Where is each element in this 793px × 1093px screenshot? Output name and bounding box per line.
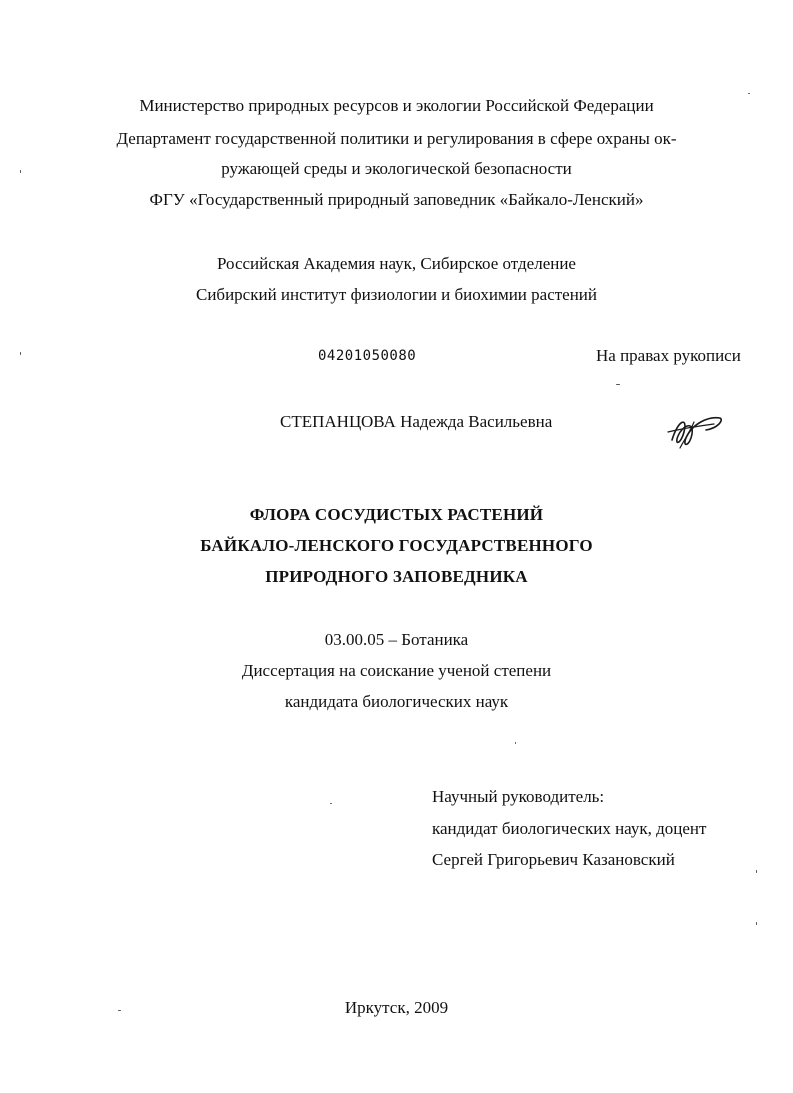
author-name: СТЕПАНЦОВА Надежда Васильевна — [280, 412, 553, 431]
scan-speck — [20, 170, 21, 173]
scan-speck — [515, 742, 516, 744]
supervisor-label: Научный руководитель: — [432, 787, 605, 806]
scan-speck — [20, 352, 21, 355]
scan-speck — [748, 93, 750, 94]
registration-number: 04201050080 — [318, 348, 417, 364]
degree-line-1: Диссертация на соискание ученой степени — [241, 661, 552, 680]
academy-line-2: Сибирский институт физиологии и биохимии растений — [195, 285, 598, 304]
degree-line-2: кандидата биологических наук — [284, 692, 509, 711]
scan-speck — [756, 922, 757, 925]
department-line-2: ружающей среды и экологической безопасности — [221, 159, 572, 178]
ministry-line: Министерство природных ресурсов и экологии Российской Федерации — [139, 96, 654, 115]
scan-speck — [330, 803, 332, 804]
academy-line-1: Российская Академия наук, Сибирское отделение — [217, 254, 576, 273]
signature-image — [664, 410, 726, 452]
title-line-1: ФЛОРА СОСУДИСТЫХ РАСТЕНИЙ — [249, 505, 544, 524]
department-line-1: Департамент государственной политики и регулирования в сфере охраны ок- — [116, 129, 677, 148]
scan-speck — [756, 870, 757, 873]
manuscript-rights: На правах рукописи — [596, 346, 741, 365]
title-line-2: БАЙКАЛО-ЛЕНСКОГО ГОСУДАРСТВЕННОГО — [200, 536, 593, 555]
title-line-3: ПРИРОДНОГО ЗАПОВЕДНИКА — [265, 567, 528, 586]
specialty-code: 03.00.05 – Ботаника — [324, 630, 469, 649]
supervisor-rank: кандидат биологических наук, доцент — [432, 819, 707, 838]
supervisor-name: Сергей Григорьевич Казановский — [432, 850, 675, 869]
scan-speck — [616, 384, 620, 385]
scan-speck — [118, 1010, 121, 1011]
place-year: Иркутск, 2009 — [344, 998, 449, 1017]
reserve-line: ФГУ «Государственный природный заповедник «Байкало-Ленский» — [149, 190, 644, 209]
